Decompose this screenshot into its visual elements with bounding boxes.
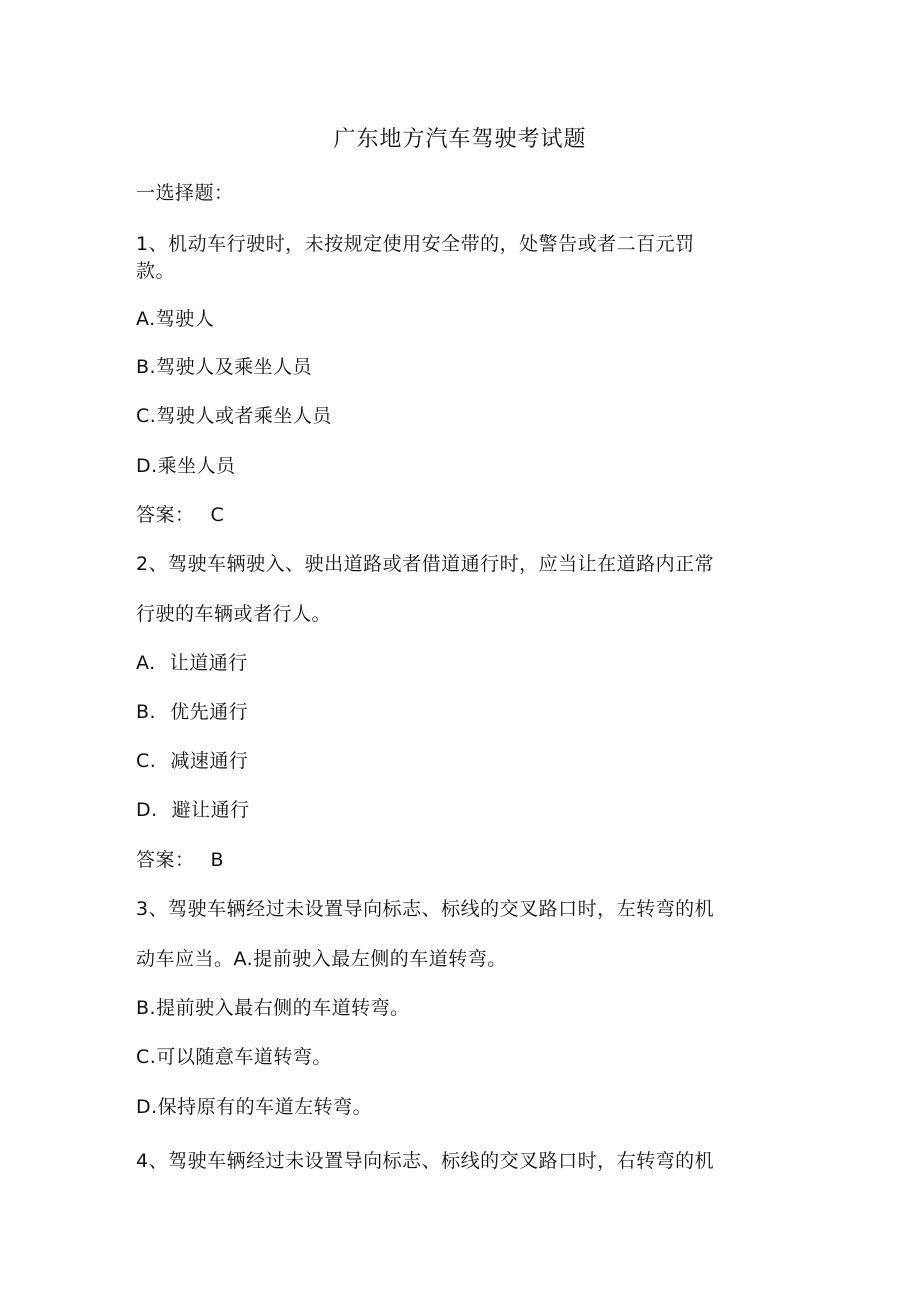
option-label: B. xyxy=(136,701,157,723)
answer-label: 答案： xyxy=(136,849,195,871)
question-3-option-b xyxy=(136,993,410,1020)
question-1-option-a xyxy=(136,304,214,331)
question-1-option-d xyxy=(136,451,236,478)
question-3-option-d xyxy=(136,1092,372,1119)
option-label: C. xyxy=(136,1046,157,1068)
option-label: D. xyxy=(136,455,158,477)
option-text: 减速通行 xyxy=(170,750,249,772)
question-2-option-b xyxy=(136,697,248,724)
option-text: 驾驶人 xyxy=(155,308,215,330)
question-2-option-c xyxy=(136,746,248,773)
option-text: 保持原有的车道左转弯。 xyxy=(157,1096,373,1118)
question-1-option-c xyxy=(136,401,332,428)
option-text: 乘坐人员 xyxy=(157,455,236,477)
question-3-option-c xyxy=(136,1042,332,1069)
answer-label: 答案： xyxy=(136,504,195,526)
question-1-answer xyxy=(136,500,224,527)
question-1-stem-line-1: 1、机动车行驶时，未按规定使用安全带的，处警告或者二百元罚 xyxy=(136,233,695,255)
option-label: C. xyxy=(136,750,157,772)
question-1-stem-line-2: 款。 xyxy=(136,260,176,282)
option-text: 避让通行 xyxy=(171,799,250,821)
option-text: 驾驶人及乘坐人员 xyxy=(156,356,313,378)
option-text: 优先通行 xyxy=(170,701,249,723)
question-2-option-d xyxy=(136,795,250,822)
question-2-stem-line-1: 2、驾驶车辆驶入、驶出道路或者借道通行时，应当让在道路内正常 xyxy=(136,553,715,575)
question-4-stem-line-1: 4、驾驶车辆经过未设置导向标志、标线的交叉路口时，右转弯的机 xyxy=(136,1150,715,1172)
option-text: 让道通行 xyxy=(169,652,248,674)
answer-value: C xyxy=(210,504,225,526)
question-3-stem-line-1: 3、驾驶车辆经过未设置导向标志、标线的交叉路口时，左转弯的机 xyxy=(136,898,715,920)
option-label: D. xyxy=(136,799,158,821)
question-2-answer xyxy=(136,845,224,872)
option-label: B. xyxy=(136,356,157,378)
option-label: A. xyxy=(136,652,156,674)
question-2-stem-line-2: 行驶的车辆或者行人。 xyxy=(136,603,332,625)
page-title: 广东地方汽车驾驶考试题 xyxy=(333,127,587,152)
option-text: 可以随意车道转弯。 xyxy=(156,1046,332,1068)
option-label: A. xyxy=(136,308,156,330)
question-2-option-a xyxy=(136,648,248,675)
option-label: B. xyxy=(136,997,157,1019)
section-heading: 一选择题： xyxy=(136,182,234,204)
question-1-option-b xyxy=(136,352,312,379)
option-label: C. xyxy=(136,405,157,427)
option-text: 驾驶人或者乘坐人员 xyxy=(156,405,332,427)
option-label: D. xyxy=(136,1096,158,1118)
option-text: 提前驶入最右侧的车道转弯。 xyxy=(156,997,410,1019)
answer-value: B xyxy=(210,849,225,871)
question-3-stem-line-2: 动车应当。A.提前驶入最左侧的车道转弯。 xyxy=(136,948,507,970)
